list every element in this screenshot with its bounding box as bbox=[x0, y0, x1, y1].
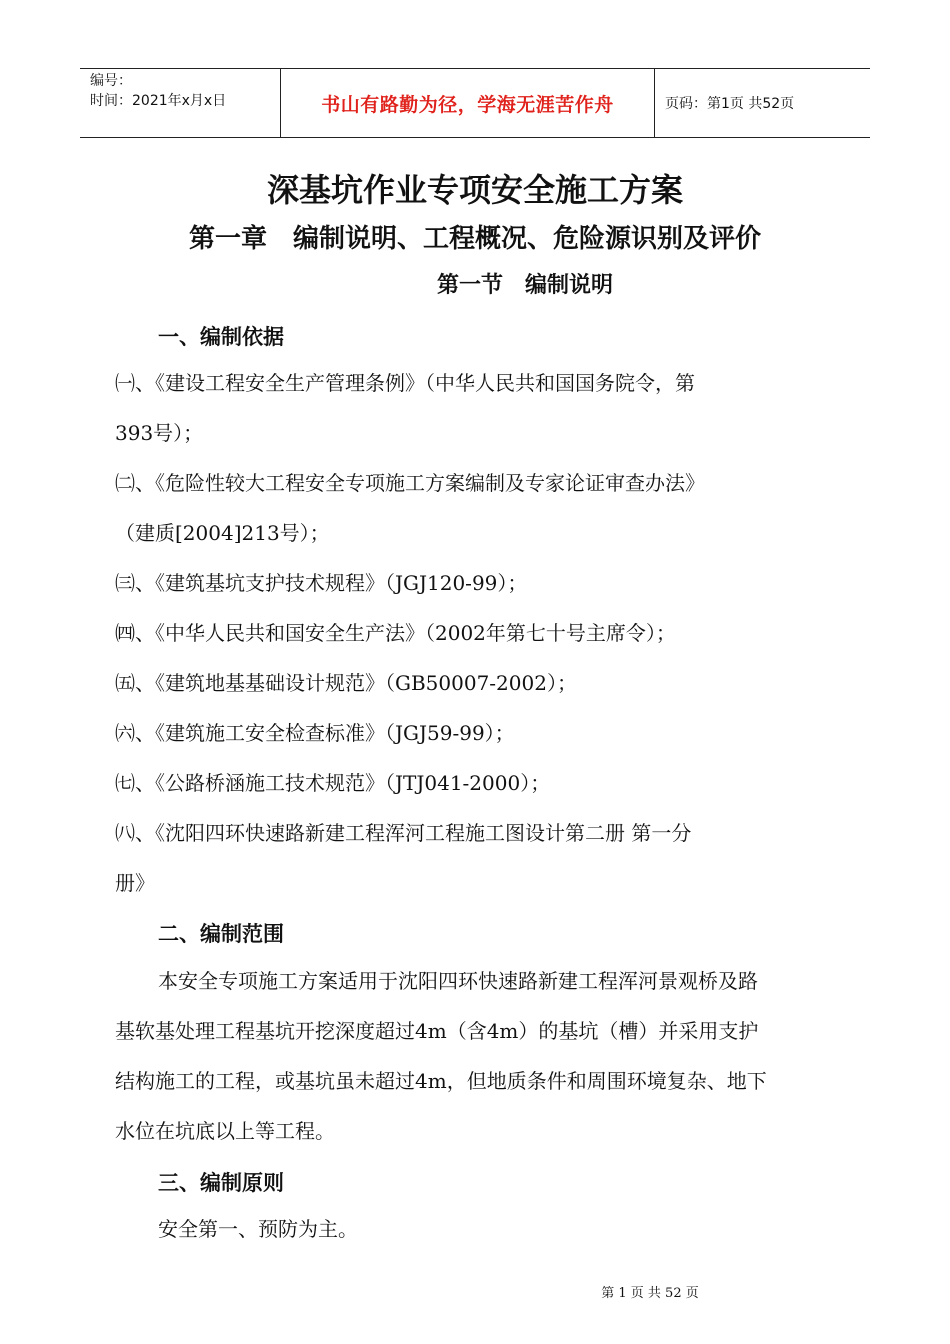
header-table bbox=[80, 68, 870, 138]
document-title: 深基坑作业专项安全施工方案 bbox=[266, 171, 683, 209]
scope-line-3: 结构施工的工程，或基坑虽未超过4m，但地质条件和周围环境复杂、地下 bbox=[115, 1069, 767, 1093]
basis-item-3: ㈢、《建筑基坑支护技术规程》（JGJ120-99）； bbox=[115, 571, 528, 595]
section-title: 第一节 编制说明 bbox=[436, 272, 613, 298]
scope-line-4: 水位在坑底以上等工程。 bbox=[115, 1119, 335, 1143]
chapter-title: 第一章 编制说明、工程概况、危险源识别及评价 bbox=[188, 224, 761, 254]
basis-item-2-line-2: （建质[2004]213号）； bbox=[115, 521, 330, 545]
number-label: 编号： bbox=[90, 73, 132, 89]
heading-scope: 二、编制范围 bbox=[158, 921, 284, 946]
basis-item-5: ㈤、《建筑地基基础设计规范》（GB50007-2002）； bbox=[115, 671, 577, 695]
principle-line-1: 安全第一、预防为主。 bbox=[158, 1217, 358, 1241]
basis-item-1-line-2: 393号）； bbox=[115, 421, 204, 445]
basis-item-7: ㈦、《公路桥涵施工技术规范》（JTJ041-2000）； bbox=[115, 771, 551, 795]
basis-item-6: ㈥、《建筑施工安全检查标准》（JGJ59-99）； bbox=[115, 721, 515, 745]
motto-cell bbox=[280, 69, 655, 137]
basis-item-2-line-1: ㈡、《危险性较大工程安全专项施工方案编制及专家论证审查办法》 bbox=[115, 471, 705, 495]
time-label: 时间：2021年x月x日 bbox=[90, 93, 227, 109]
header-meta-cell bbox=[80, 69, 280, 137]
heading-basis: 一、编制依据 bbox=[158, 324, 284, 349]
basis-item-4: ㈣、《中华人民共和国安全生产法》（2002年第七十号主席令）； bbox=[115, 621, 676, 645]
page-info-cell bbox=[665, 69, 870, 137]
scope-line-1: 本安全专项施工方案适用于沈阳四环快速路新建工程浑河景观桥及路 bbox=[158, 969, 758, 993]
heading-principle: 三、编制原则 bbox=[158, 1170, 284, 1195]
basis-item-1-line-1: ㈠、《建设工程安全生产管理条例》（中华人民共和国国务院令，第 bbox=[115, 371, 695, 395]
basis-item-8-line-2: 册》 bbox=[115, 871, 155, 895]
basis-item-8-line-1: ㈧、《沈阳四环快速路新建工程浑河工程施工图设计第二册 第一分 bbox=[115, 821, 692, 845]
page-footer: 第 1 页 共 52 页 bbox=[601, 1286, 699, 1301]
page-info: 页码：第1页 共52页 bbox=[665, 96, 795, 112]
scope-line-2: 基软基处理工程基坑开挖深度超过4m（含4m）的基坑（槽）并采用支护 bbox=[115, 1019, 759, 1043]
motto-text: 书山有路勤为径，学海无涯苦作舟 bbox=[321, 93, 614, 116]
